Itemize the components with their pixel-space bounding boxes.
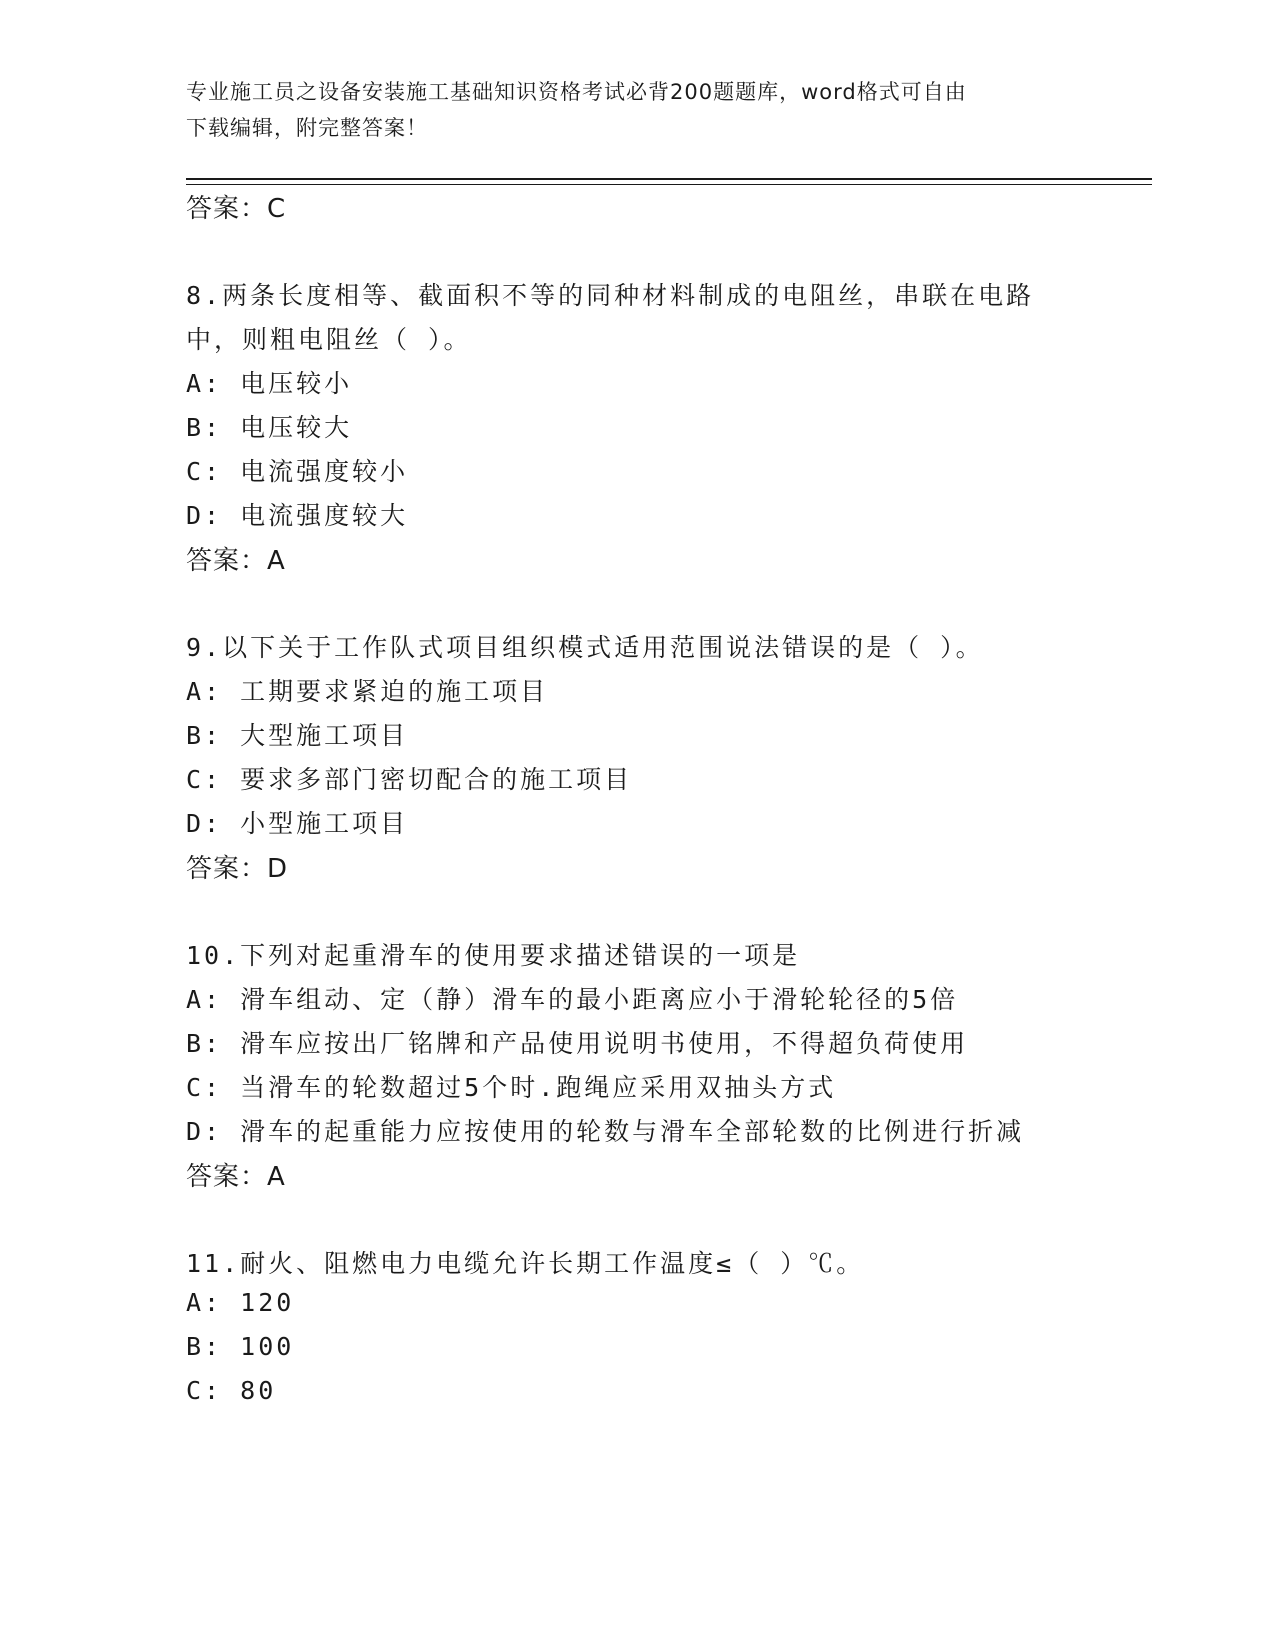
answer-line: 答案：C (186, 194, 287, 224)
document-header (186, 74, 1086, 146)
option-d: D: 滑车的起重能力应按使用的轮数与滑车全部轮数的比例进行折减 (186, 1117, 1025, 1146)
option-b: B: 100 (186, 1332, 295, 1361)
question-stem: 9.以下关于工作队式项目组织模式适用范围说法错误的是（ ）。 (186, 633, 984, 662)
header-line-1: 专业施工员之设备安装施工基础知识资格考试必背200题题库，word格式可自由 (186, 80, 967, 104)
option-b: B: 电压较大 (186, 413, 353, 442)
question-stem: 10.下列对起重滑车的使用要求描述错误的一项是 (186, 941, 801, 970)
header-divider (186, 178, 1152, 180)
option-a: A: 电压较小 (186, 369, 353, 398)
option-a: A: 工期要求紧迫的施工项目 (186, 677, 549, 706)
option-b: B: 大型施工项目 (186, 721, 409, 750)
option-c: C: 80 (186, 1376, 277, 1405)
option-b: B: 滑车应按出厂铭牌和产品使用说明书使用，不得超负荷使用 (186, 1029, 969, 1058)
option-c: C: 要求多部门密切配合的施工项目 (186, 765, 633, 794)
option-a: A: 滑车组动、定（静）滑车的最小距离应小于滑轮轮径的5倍 (186, 985, 959, 1014)
option-d: D: 小型施工项目 (186, 809, 409, 838)
answer-line: 答案：A (186, 1162, 286, 1192)
option-a: A: 120 (186, 1288, 295, 1317)
question-stem: 11.耐火、阻燃电力电缆允许长期工作温度≤（ ）℃。 (186, 1249, 865, 1278)
header-line-2: 下载编辑，附完整答案！ (186, 116, 428, 140)
option-c: C: 当滑车的轮数超过5个时.跑绳应采用双抽头方式 (186, 1073, 837, 1102)
answer-line: 答案：A (186, 546, 286, 576)
question-stem: 8.两条长度相等、截面积不等的同种材料制成的电阻丝，串联在电路 (186, 281, 1035, 310)
header-divider-thin (186, 184, 1152, 185)
option-c: C: 电流强度较小 (186, 457, 409, 486)
option-d: D: 电流强度较大 (186, 501, 409, 530)
answer-line: 答案：D (186, 854, 289, 884)
question-stem-continued: 中，则粗电阻丝（ ）。 (186, 325, 472, 354)
